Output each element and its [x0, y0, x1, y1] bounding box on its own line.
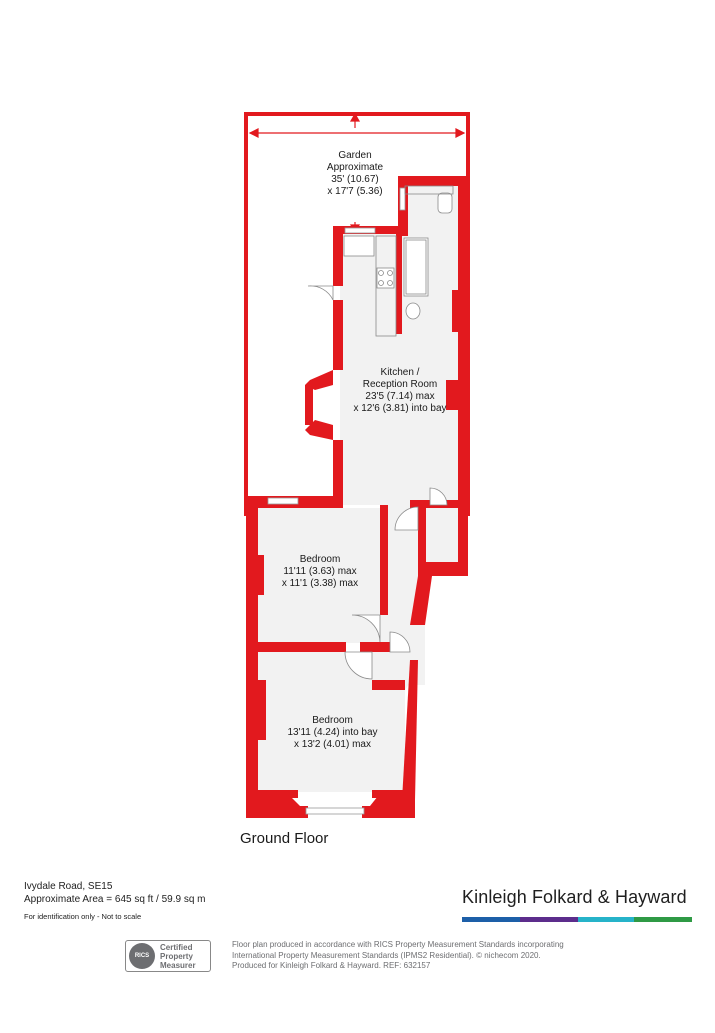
address-area: Approximate Area = 645 sq ft / 59.9 sq m	[24, 894, 206, 905]
kitchen-dim2: x 12'6 (3.81) into bay	[353, 403, 447, 414]
kitchen-label	[335, 367, 465, 415]
bedroom1-label	[265, 554, 375, 590]
bedroom1-dim1: 11'11 (3.63) max	[283, 566, 357, 577]
brand-bar-green	[634, 917, 692, 922]
kitchen-dim1: 23'5 (7.14) max	[365, 391, 435, 402]
rics-text	[160, 943, 196, 970]
disclaimer-line3: Produced for Kinleigh Folkard & Hayward. REF: 632157	[232, 961, 431, 970]
rics-line1: Certified	[160, 942, 193, 952]
rics-badge	[125, 940, 211, 972]
bedroom1-dim2: x 11'1 (3.38) max	[281, 578, 359, 589]
kitchen-line2: Reception Room	[362, 379, 438, 390]
garden-line2: Approximate	[326, 162, 384, 173]
disclaimer	[232, 940, 592, 972]
address-street: Ivydale Road, SE15	[24, 881, 113, 892]
garden-name: Garden	[338, 150, 372, 161]
disclaimer-line1: Floor plan produced in accordance with RICS Property Measurement Standards incorporating	[232, 940, 564, 949]
floor-areas	[255, 180, 462, 792]
brand-bar-cyan	[578, 917, 634, 922]
disclaimer-line2: International Property Measurement Standards (IPMS2 Residential). © nichecom 2020.	[232, 950, 541, 960]
bedroom2-dim2: x 13'2 (4.01) max	[294, 739, 371, 750]
bedroom1-name: Bedroom	[299, 554, 341, 565]
bedroom2-label	[270, 715, 395, 751]
address-block	[24, 880, 206, 923]
garden-dim2: x 17'7 (5.36)	[327, 186, 383, 197]
garden-label	[290, 150, 420, 198]
rics-line3: Measurer	[160, 960, 196, 970]
brand-name: Kinleigh Folkard & Hayward	[462, 887, 687, 907]
brand-bar-blue	[462, 917, 520, 922]
address-note: For identification only - Not to scale	[24, 912, 142, 921]
brand-bar-purple	[520, 917, 578, 922]
rics-seal-icon: RICS	[129, 943, 155, 969]
floor-title: Ground Floor	[240, 830, 329, 847]
rics-line2: Property	[160, 951, 193, 961]
bedroom2-dim1: 13'11 (4.24) into bay	[287, 727, 378, 738]
bedroom2-name: Bedroom	[312, 715, 353, 726]
garden-dim1: 35' (10.67)	[331, 174, 379, 185]
kitchen-name: Kitchen /	[380, 367, 420, 378]
